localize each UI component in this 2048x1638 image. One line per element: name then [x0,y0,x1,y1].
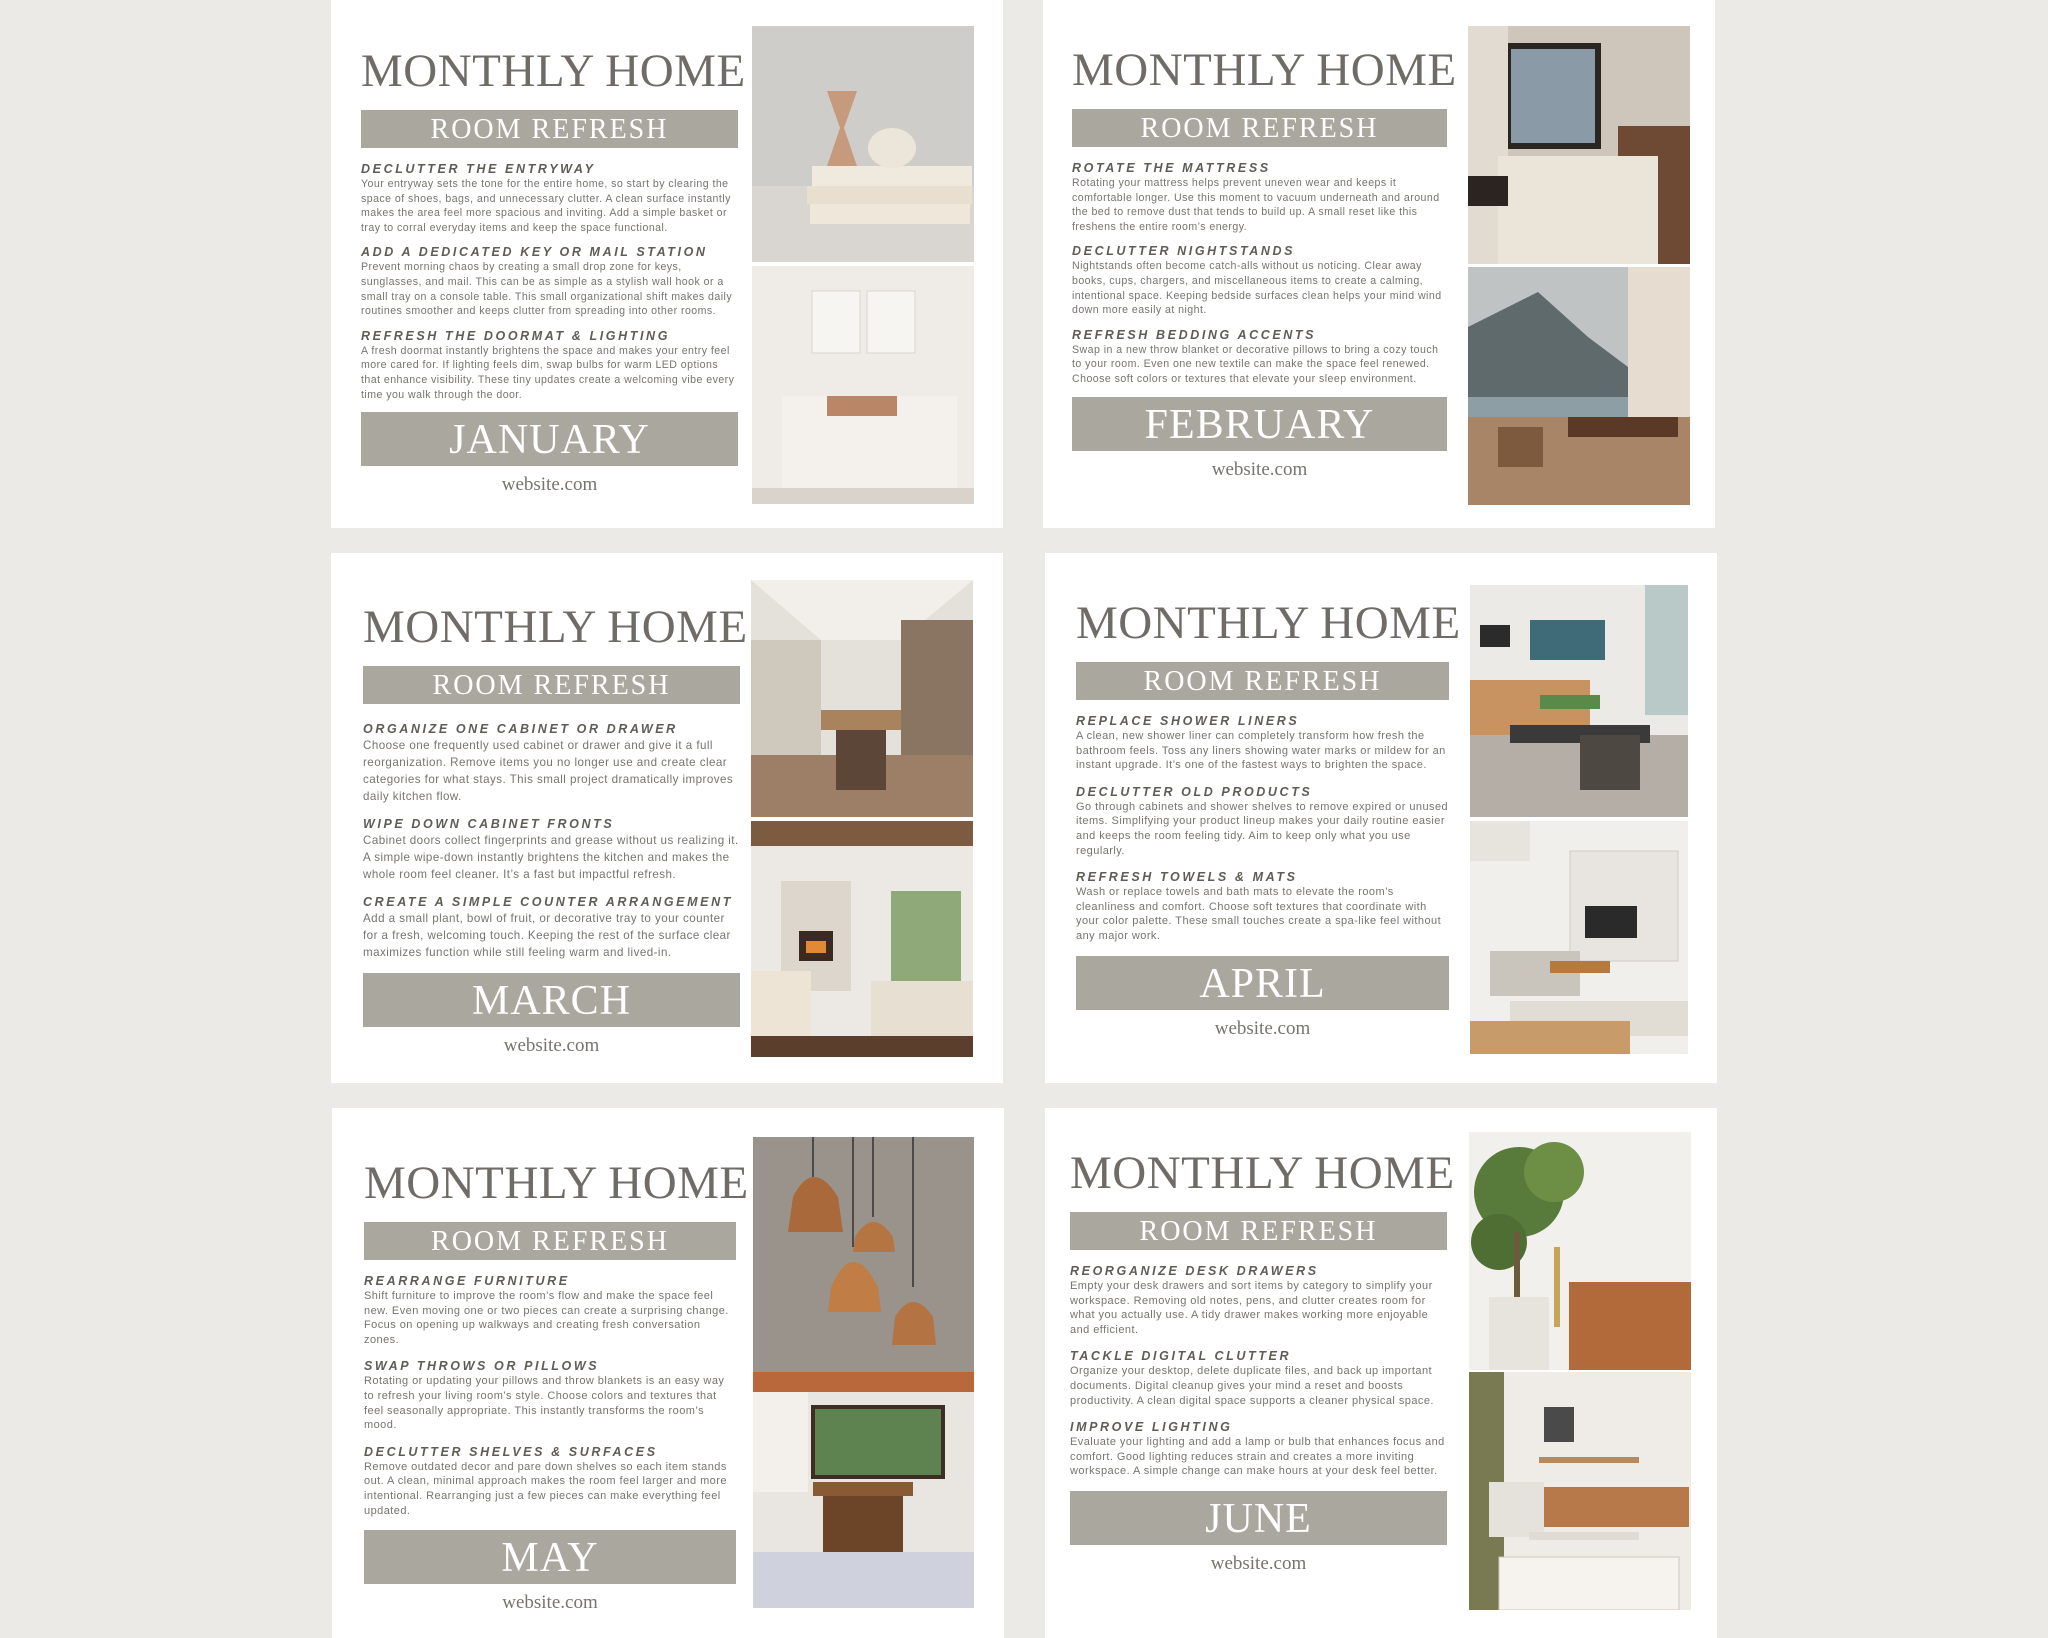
website-text: website.com [1214,1017,1311,1039]
tip-body: Remove outdated decor and pare down shelves so each item stands out. A clean, minimal approach makes the room feel larger and more intentional. Rearranging just a few pieces can make everything feel updated. [364,1460,727,1517]
tip-heading: ROTATE THE MATTRESS [1072,161,1271,175]
tip-body: Choose one frequently used cabinet or drawer and give it a full reorganization. Remove items you no longer use and create clear categories for what stays. This small project dramatically improves daily kitchen flow. [363,739,734,803]
page-title: MONTHLY HOME [1072,44,1457,96]
month-card-april [1045,553,1717,1083]
white-bedroom-photo [752,266,974,504]
month-band: MAY [364,1530,736,1584]
mountain-view-dining-photo [1468,267,1690,505]
tip-item [1076,870,1449,943]
subtitle-band: ROOM REFRESH [1072,109,1447,147]
tip-heading: WIPE DOWN CABINET FRONTS [363,817,615,831]
month-card-january [331,0,1003,528]
tip-body: Cabinet doors collect fingerprints and grease without us realizing it. A simple wipe-down instantly brightens the kitchen and makes the whole room feel cleaner. It’s a fast but impactful refresh. [363,834,739,881]
tip-item [1070,1264,1447,1337]
page-title: MONTHLY HOME [364,1157,749,1209]
tip-item [1076,714,1449,773]
tip-heading: REORGANIZE DESK DRAWERS [1070,1264,1319,1278]
plant-leather-chair-photo [1469,1132,1691,1370]
tip-heading: ADD A DEDICATED KEY OR MAIL STATION [361,245,708,260]
tip-heading: IMPROVE LIGHTING [1070,1420,1233,1435]
tip-body: Add a small plant, bowl of fruit, or decorative tray to your counter for a fresh, welcoming touch. Keeping the rest of the surface clear maximizes function while still feeling warm and lived-in. [363,912,731,959]
hourglass-vase-photo [752,26,974,262]
subtitle-band: ROOM REFRESH [363,666,740,704]
page-title: MONTHLY HOME [1076,597,1461,649]
tip-heading: REARRANGE FURNITURE [364,1274,570,1288]
month-card-may [332,1108,1004,1638]
tip-heading: SWAP THROWS OR PILLOWS [364,1359,600,1374]
tip-body: A clean, new shower liner can completely transform how fresh the bathroom feels. Toss any liners showing water marks or mildew for an instant upgrade. It’s one of the fastest ways to brighten the space. [1076,730,1446,772]
bright-living-room-photo [1470,821,1688,1054]
month-band: JANUARY [361,412,738,466]
month-card-june [1045,1108,1717,1638]
tip-heading: ORGANIZE ONE CABINET OR DRAWER [363,722,678,736]
website-text: website.com [501,474,598,496]
tip-heading: TACKLE DIGITAL CLUTTER [1070,1349,1292,1364]
tip-item [1072,161,1447,234]
tip-heading: REFRESH BEDDING ACCENTS [1072,327,1317,342]
tip-item [361,329,738,402]
tip-item [363,817,740,883]
tip-body: Nightstands often become catch-alls without us noticing. Clear away books, cups, chargers, and miscellaneous items to create a calming, intentional space. Keeping bedside surfaces clean helps your mind wind down more easily at night. [1072,260,1442,317]
tip-heading: REFRESH TOWELS & MATS [1076,870,1298,885]
tip-heading: DECLUTTER OLD PRODUCTS [1076,784,1313,799]
subtitle-band: ROOM REFRESH [364,1222,736,1260]
tip-heading: REFRESH THE DOORMAT & LIGHTING [361,328,671,343]
tip-body: Rotating or updating your pillows and throw blankets is an easy way to refresh your living room’s style. Choose colors and textures that feel seasonally appropriate. This instantly transforms the room’s mood. [364,1375,725,1432]
month-band: MARCH [363,973,740,1027]
tip-heading: DECLUTTER NIGHTSTANDS [1072,244,1296,259]
tip-body: Prevent morning chaos by creating a small drop zone for keys, sunglasses, and mail. This can be as simple as a stylish wall hook or a small tray on a console table. This small organizational shift makes daily routines smoother and keeps clutter from spreading into other rooms. [361,261,733,318]
website-text: website.com [502,1592,598,1614]
tip-item [364,1359,736,1432]
tip-item [1072,244,1447,317]
tip-body: Your entryway sets the tone for the entire home, so start by clearing the space of shoes, bags, and unnecessary clutter. A clean surface instantly makes the area feel more spacious and inviting. Add a simple basket or tray to corral everyday items and keep the space functional. [361,178,731,234]
tip-item [1070,1349,1447,1408]
tip-list [1070,1264,1447,1479]
month-band: FEBRUARY [1072,397,1447,451]
tip-list [361,162,738,402]
month-card-february [1043,0,1715,528]
page-title: MONTHLY HOME [361,45,746,97]
subtitle-band: ROOM REFRESH [1076,662,1449,700]
tip-item [1072,328,1447,387]
tip-item [363,895,740,961]
tip-body: Shift furniture to improve the room’s flow and make the space feel new. Even moving one or two pieces can create a surprising change. Focus on opening up walkways and creating fresh conversation zones. [364,1290,729,1346]
tip-heading: DECLUTTER SHELVES & SURFACES [364,1444,658,1459]
tip-list [1072,161,1447,387]
tip-body: Empty your desk drawers and sort items by category to simplify your workspace. Removing old notes, pens, and clutter creates room for what you actually use. A tidy drawer makes working more enjoyable and efficient. [1070,1280,1433,1336]
month-band: APRIL [1076,956,1449,1010]
boho-living-photo [1469,1372,1691,1610]
subtitle-band: ROOM REFRESH [361,110,738,148]
tip-body: Go through cabinets and shower shelves to remove expired or unused items. Simplifying your product lineup makes your daily routine easier and keeps the room feeling tidy. Aim to keep only what you use regularly. [1076,800,1449,857]
page-title: MONTHLY HOME [1070,1147,1455,1199]
tip-heading: REPLACE SHOWER LINERS [1076,714,1300,728]
patio-dining-photo [1470,585,1688,817]
tip-item [361,162,738,235]
tip-item [1076,785,1449,858]
website-text: website.com [1211,458,1308,480]
tip-body: Wash or replace towels and bath mats to elevate the room’s cleanliness and comfort. Choose soft textures that coordinate with your color palette. These small touches create a spa-like feel without any major work. [1076,886,1442,942]
website-text: website.com [1210,1552,1307,1574]
wood-dining-photo [753,1372,974,1608]
month-card-march [331,553,1003,1083]
tip-heading: DECLUTTER THE ENTRYWAY [361,162,596,176]
copper-pendants-photo [753,1137,974,1372]
tip-body: Rotating your mattress helps prevent uneven wear and keeps it comfortable longer. Use this moment to vacuum underneath and around the bed to remove dust that tends to build up. A small reset like this freshens the entire room’s energy. [1072,177,1440,233]
fireplace-living-photo [751,821,973,1057]
tip-item [361,245,738,318]
tip-list [363,722,740,961]
dining-hall-photo [751,580,973,817]
tip-body: Evaluate your lighting and add a lamp or bulb that enhances focus and comfort. Good lighting reduces strain and creates a more inviting workspace. A simple change can make hours at your desk feel better. [1070,1436,1445,1478]
subtitle-band: ROOM REFRESH [1070,1212,1447,1250]
tip-item [363,722,740,805]
tip-body: Organize your desktop, delete duplicate files, and back up important documents. Digital cleanup gives your mind a reset and boosts productivity. A clean digital space supports a cleaner physical space. [1070,1365,1434,1407]
month-band: JUNE [1070,1491,1447,1545]
tip-heading: CREATE A SIMPLE COUNTER ARRANGEMENT [363,895,733,909]
website-text: website.com [503,1035,600,1056]
bedroom-window-photo [1468,26,1690,264]
tip-list [364,1274,736,1518]
tip-body: Swap in a new throw blanket or decorative pillows to bring a cozy touch to your room. Even one new textile can make the space feel renewed. Choose soft colors or textures that elevate your sleep environment. [1072,343,1439,385]
tip-body: A fresh doormat instantly brightens the space and makes your entry feel more cared for. If lighting feels dim, swap bulbs for warm LED options that enhance visibility. These tiny updates create a welcoming vibe every time you walk through the door. [361,344,735,401]
page-title: MONTHLY HOME [363,601,748,653]
tip-list [1076,714,1449,944]
tip-item [1070,1420,1447,1479]
tip-item [364,1274,736,1347]
tip-item [364,1445,736,1518]
